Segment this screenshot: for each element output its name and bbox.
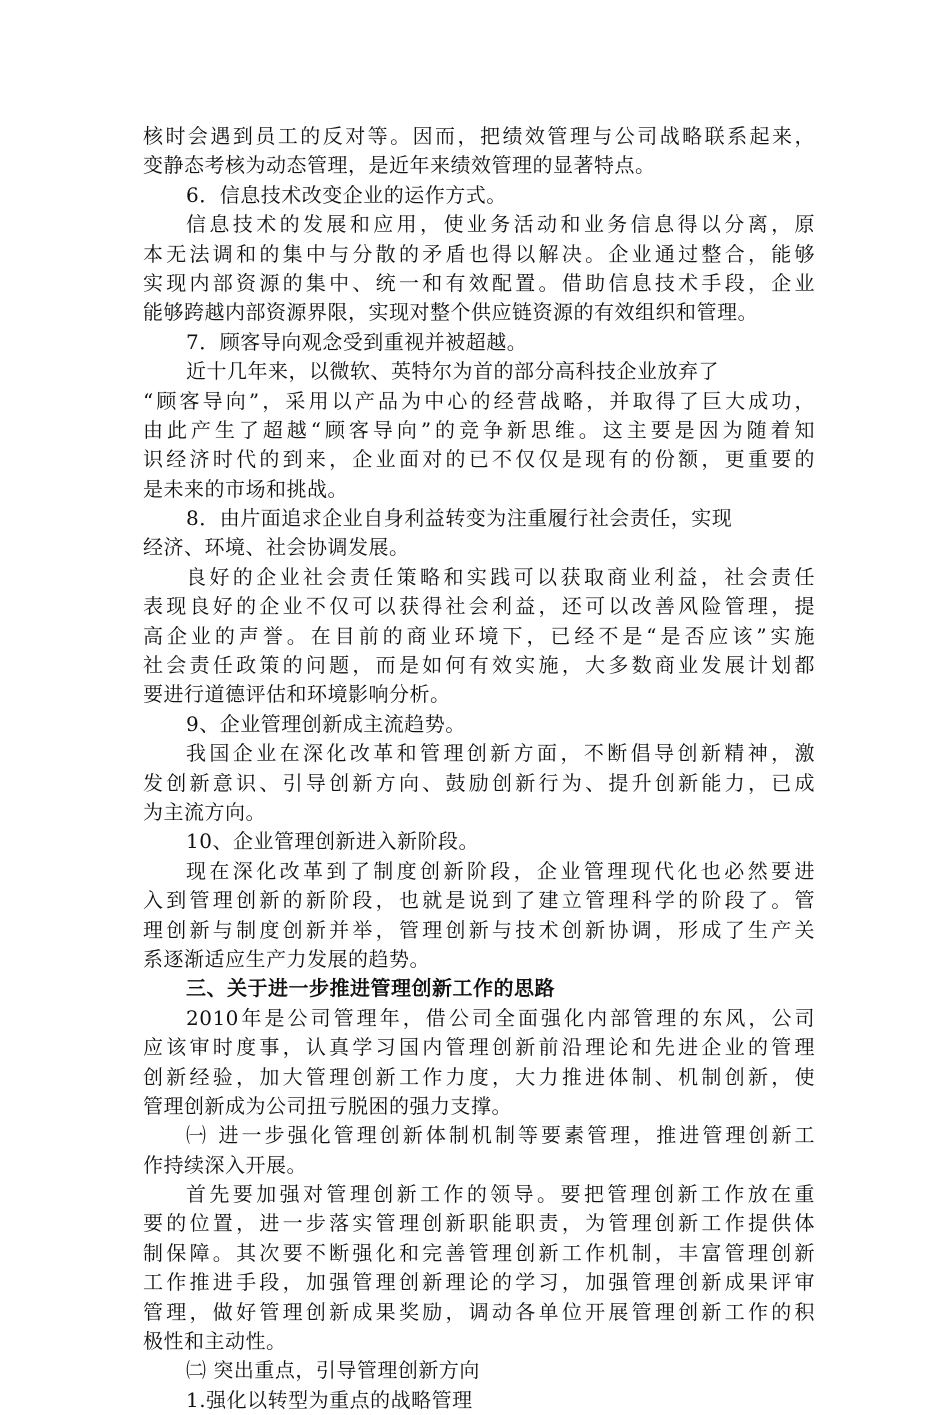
- text-line: ㈠ 进一步强化管理创新体制机制等要素管理，推进管理创新工: [186, 1123, 815, 1148]
- document-page: [143, 122, 815, 1415]
- text-line: 工作推进手段，加强管理创新理论的学习，加强管理创新成果评审: [143, 1270, 815, 1295]
- text-line: 近十几年来，以微软、英特尔为首的部分高科技企业放弃了: [186, 359, 719, 384]
- text-line: 管理，做好管理创新成果奖励，调动各单位开展管理创新工作的积: [143, 1299, 815, 1324]
- text-line: 系逐渐适应生产力发展的趋势。: [143, 946, 430, 971]
- text-line: 本无法调和的集中与分散的矛盾也得以解决。企业通过整合，能够: [143, 241, 815, 266]
- text-line: 变静态考核为动态管理，是近年来绩效管理的显著特点。: [143, 153, 656, 178]
- text-line: 10、企业管理创新进入新阶段。: [186, 829, 479, 854]
- text-line: 要进行道德评估和环境影响分析。: [143, 682, 451, 707]
- text-line: 6．信息技术改变企业的运作方式。: [186, 182, 507, 207]
- text-line: 高企业的声誉。在目前的商业环境下，已经不是“是否应该”实施: [143, 623, 815, 648]
- text-line: 创新经验，加大管理创新工作力度，大力推进体制、机制创新，使: [143, 1064, 815, 1089]
- text-line: 理创新与制度创新并举，管理创新与技术创新协调，形成了生产关: [143, 917, 815, 942]
- text-line: 发创新意识、引导创新方向、鼓励创新行为、提升创新能力，已成: [143, 770, 815, 795]
- text-line: 管理创新成为公司扭亏脱困的强力支撑。: [143, 1093, 512, 1118]
- text-line: 表现良好的企业不仅可以获得社会利益，还可以改善风险管理，提: [143, 594, 815, 619]
- text-line: 首先要加强对管理创新工作的领导。要把管理创新工作放在重: [186, 1182, 815, 1207]
- text-line: 作持续深入开展。: [143, 1152, 307, 1177]
- text-line: 现在深化改革到了制度创新阶段，企业管理现代化也必然要进: [186, 858, 815, 883]
- text-line: ㈡ 突出重点，引导管理创新方向: [186, 1358, 480, 1383]
- text-line: 2010年是公司管理年，借公司全面强化内部管理的东风，公司: [186, 1005, 815, 1030]
- text-line: 社会责任政策的问题，而是如何有效实施，大多数商业发展计划都: [143, 653, 815, 678]
- text-line: 我国企业在深化改革和管理创新方面，不断倡导创新精神，激: [186, 741, 815, 766]
- text-line: 制保障。其次要不断强化和完善管理创新工作机制，丰富管理创新: [143, 1240, 815, 1265]
- text-line: 实现内部资源的集中、统一和有效配置。借助信息技术手段，企业: [143, 270, 815, 295]
- text-line: 入到管理创新的新阶段，也就是说到了建立管理科学的阶段了。管: [143, 888, 815, 913]
- text-line: 9、企业管理创新成主流趋势。: [186, 711, 466, 736]
- text-line: 良好的企业社会责任策略和实践可以获取商业利益，社会责任: [186, 564, 815, 589]
- text-line: 1.强化以转型为重点的战略管理: [186, 1387, 473, 1412]
- text-line: 识经济时代的到来，企业面对的已不仅仅是现有的份额，更重要的: [143, 447, 815, 472]
- text-line: 应该审时度事，认真学习国内管理创新前沿理论和先进企业的管理: [143, 1035, 815, 1060]
- text-line: 能够跨越内部资源界限，实现对整个供应链资源的有效组织和管理。: [143, 300, 758, 325]
- text-line: 经济、环境、社会协调发展。: [143, 535, 410, 560]
- section-heading: 三、关于进一步推进管理创新工作的思路: [186, 976, 555, 1001]
- text-line: 7．顾客导向观念受到重视并被超越。: [186, 329, 528, 354]
- text-line: 核时会遇到员工的反对等。因而，把绩效管理与公司战略联系起来，: [143, 124, 815, 148]
- text-line: 极性和主动性。: [143, 1329, 287, 1354]
- text-line: 是未来的市场和挑战。: [143, 476, 348, 501]
- text-line: 由此产生了超越“顾客导向”的竞争新思维。这主要是因为随着知: [143, 417, 815, 442]
- text-line: “顾客导向”，采用以产品为中心的经营战略，并取得了巨大成功，: [143, 388, 815, 413]
- text-line: 为主流方向。: [143, 799, 266, 824]
- text-line: 要的位置，进一步落实管理创新职能职责，为管理创新工作提供体: [143, 1211, 815, 1236]
- text-line: 信息技术的发展和应用，使业务活动和业务信息得以分离，原: [186, 212, 815, 237]
- text-line: 8．由片面追求企业自身利益转变为注重履行社会责任，实现: [186, 506, 733, 531]
